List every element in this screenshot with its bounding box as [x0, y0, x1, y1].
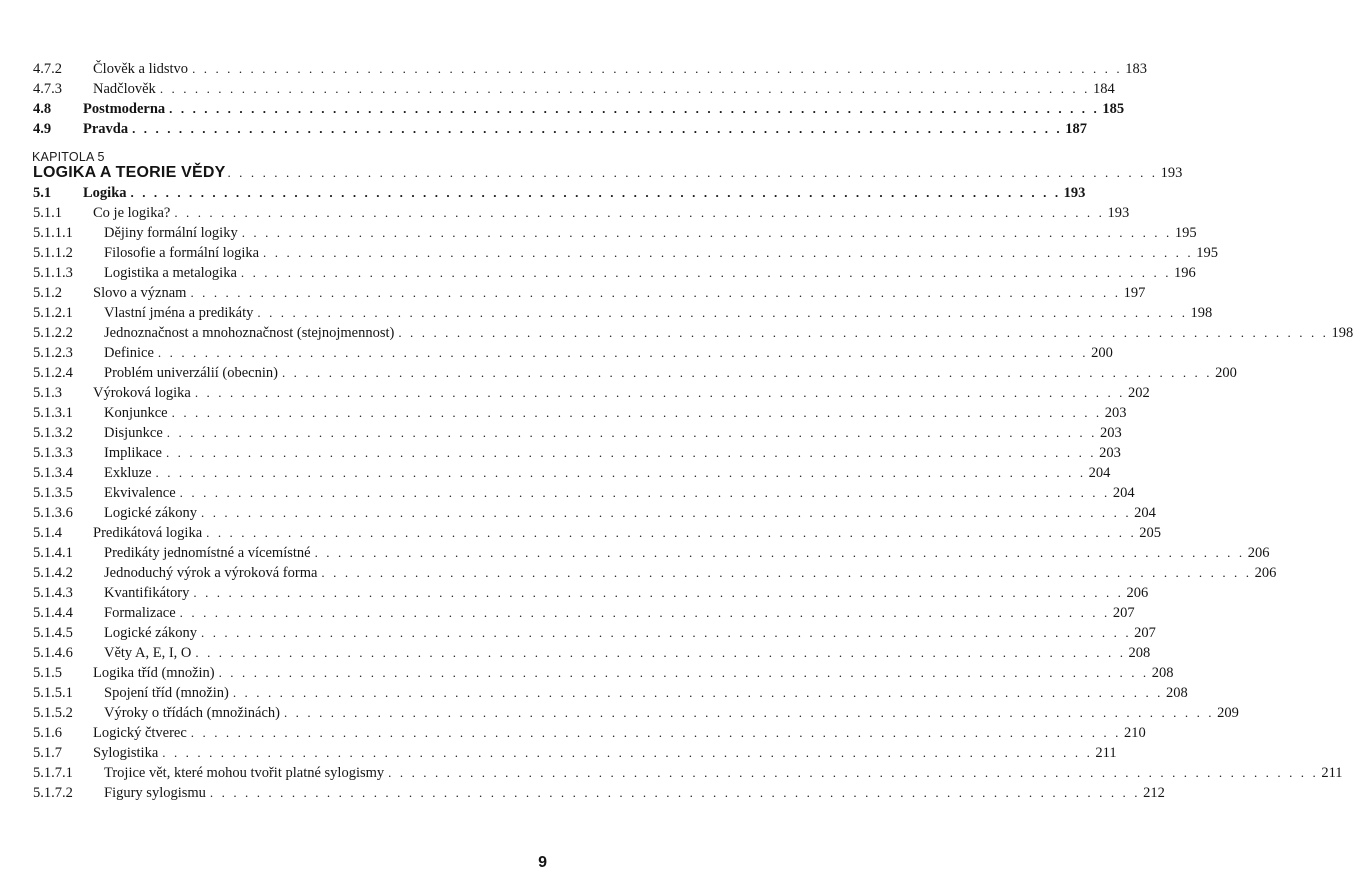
toc-entry-page: 206: [1247, 545, 1270, 561]
toc-entry-number: 5.1.5: [33, 665, 62, 681]
toc-entry: [0, 79, 1115, 99]
dot-leader: . . . . . . . . . . . . . . . . . . . . . . . . . . . . . . . . . . . . . . . . . . . . . . . . . . . . . . . . . . . . . . . . . . . . . . . . . . . . . . . .: [165, 445, 1097, 460]
toc-entry-page: 211: [1095, 745, 1117, 761]
toc-entry-number: 5.1.1.1: [33, 225, 73, 241]
toc-entry-title: Slovo a význam: [93, 285, 187, 301]
dot-leader: . . . . . . . . . . . . . . . . . . . . . . . . . . . . . . . . . . . . . . . . . . . . . . . . . . . . . . . . . . . . . . . . . . . . . . . . . . . . . . . .: [240, 265, 1172, 280]
toc-entry: [0, 783, 1165, 803]
toc-entry-page: 183: [1125, 61, 1147, 77]
toc-entry-page: 197: [1123, 285, 1146, 301]
toc-entry-number: 5.1.4.3: [33, 585, 73, 601]
toc-entry: [0, 483, 1135, 503]
dot-leader: . . . . . . . . . . . . . . . . . . . . . . . . . . . . . . . . . . . . . . . . . . . . . . . . . . . . . . . . . . . . . . . . . . . . . . . . . . . . . . . .: [321, 565, 1252, 580]
toc-entry: [0, 743, 1117, 763]
toc-entry: [0, 423, 1122, 443]
toc-entry-number: 4.8: [33, 101, 52, 117]
toc-entry-title: Jednoznačnost a mnohoznačnost (stejnojmennost): [104, 325, 395, 341]
toc-entry-page: 195: [1196, 245, 1218, 261]
dot-leader: . . . . . . . . . . . . . . . . . . . . . . . . . . . . . . . . . . . . . . . . . . . . . . . . . . . . . . . . . . . . . . . . . . . . . . . . . . . . . . . .: [398, 325, 1329, 340]
toc-entry-page: 198: [1190, 305, 1213, 321]
dot-leader: . . . . . . . . . . . . . . . . . . . . . . . . . . . . . . . . . . . . . . . . . . . . . . . . . . . . . . . . . . . . . . . . . . . . . . . . . . . . . . . .: [157, 345, 1089, 360]
toc-entry-page: 204: [1088, 465, 1111, 481]
toc-entry: [0, 263, 1196, 283]
toc-entry-title: Logika tříd (množin): [93, 665, 215, 681]
dot-leader: . . . . . . . . . . . . . . . . . . . . . . . . . . . . . . . . . . . . . . . . . . . . . . . . . . . . . . . . . . . . . . . . . . . . . . . . . . . . . . . .: [171, 405, 1102, 420]
toc-entry-page: 206: [1254, 565, 1277, 581]
toc-entry-number: 5.1.4: [33, 525, 62, 541]
toc-entry: [0, 283, 1146, 303]
toc-entry: [0, 643, 1151, 663]
toc-entry-title: Dějiny formální logiky: [104, 225, 238, 241]
toc-entry-title: Disjunkce: [104, 425, 163, 441]
toc-entry-number: 5.1.4.4: [33, 605, 73, 621]
toc-entry: [0, 203, 1130, 223]
toc-entry: [0, 623, 1156, 643]
dot-leader: . . . . . . . . . . . . . . . . . . . . . . . . . . . . . . . . . . . . . . . . . . . . . . . . . . . . . . . . . . . . . . . . . . . . . . . . . . . . . . . .: [209, 785, 1141, 800]
dot-leader: . . . . . . . . . . . . . . . . . . . . . . . . . . . . . . . . . . . . . . . . . . . . . . . . . . . . . . . . . . . . . . . . . . . . . . . . . . . . . . . .: [179, 485, 1110, 500]
toc-entry: [0, 59, 1147, 79]
toc-entry-number: 5.1.3.4: [33, 465, 73, 481]
toc-entry: [0, 663, 1174, 683]
dot-leader: . . . . . . . . . . . . . . . . . . . . . . . . . . . . . . . . . . . . . . . . . . . . . . . . . . . . . . . . . . . . . . . . . . . . . . . . . . . . . . . .: [166, 425, 1097, 440]
toc-entry-number: 5.1.3.1: [33, 405, 73, 421]
toc-entry-title: Logické zákony: [104, 505, 198, 521]
toc-entry-number: 5.1.5.1: [33, 685, 73, 701]
dot-leader: . . . . . . . . . . . . . . . . . . . . . . . . . . . . . . . . . . . . . . . . . . . . . . . . . . . . . . . . . . . . . . . . . . . . . . . . . . . . . . . .: [190, 725, 1121, 740]
dot-leader: . . . . . . . . . . . . . . . . . . . . . . . . . . . . . . . . . . . . . . . . . . . . . . . . . . . . . . . . . . . . . . . . . . . . . . . . . . . . . . . .: [159, 81, 1090, 96]
toc-entry-page: 208: [1151, 665, 1174, 681]
toc-entry-page: 211: [1321, 765, 1343, 781]
dot-leader: . . . . . . . . . . . . . . . . . . . . . . . . . . . . . . . . . . . . . . . . . . . . . . . . . . . . . . . . . . . . . . . . . . . . . . . . . . . . . . . .: [130, 185, 1061, 200]
dot-leader: . . . . . . . . . . . . . . . . . . . . . . . . . . . . . . . . . . . . . . . . . . . . . . . . . . . . . . . . . . . . . . . . . . . . . . . . . . . . . . . .: [201, 625, 1132, 640]
toc-entry-title: Logistika a metalogika: [104, 265, 237, 281]
toc-entry-number: 5.1.3: [33, 385, 62, 401]
toc-entry-title: Logické zákony: [104, 625, 198, 641]
toc-entry-page: 207: [1112, 605, 1135, 621]
toc-entry-page: 196: [1174, 265, 1196, 281]
dot-leader: . . . . . . . . . . . . . . . . . . . . . . . . . . . . . . . . . . . . . . . . . . . . . . . . . . . . . . . . . . . . . . . . . . . . . . . . . . . . . . . .: [169, 101, 1100, 116]
toc-entry: [0, 243, 1218, 263]
toc-entry-title: Co je logika?: [93, 205, 171, 221]
toc-entry-number: 5.1.2.2: [33, 325, 73, 341]
toc-entry: [0, 119, 1088, 139]
toc-entry-page: 198: [1331, 325, 1353, 341]
toc-entry-page: 203: [1099, 445, 1121, 461]
toc-entry-page: 205: [1139, 525, 1162, 541]
toc-entry: [0, 163, 1183, 183]
toc-entry-page: 185: [1102, 101, 1125, 117]
toc-entry-number: 5.1.2.4: [33, 365, 73, 381]
dot-leader: . . . . . . . . . . . . . . . . . . . . . . . . . . . . . . . . . . . . . . . . . . . . . . . . . . . . . . . . . . . . . . . . . . . . . . . . . . . . . . . .: [257, 305, 1188, 320]
toc-entry: [0, 463, 1111, 483]
toc-entry-number: 5.1.4.5: [33, 625, 73, 641]
toc-entry-title: Definice: [104, 345, 154, 361]
toc-entry: [0, 603, 1135, 623]
toc-entry: [0, 503, 1156, 523]
chapter-label: KAPITOLA 5: [32, 150, 105, 164]
toc-entry: [0, 563, 1277, 583]
toc-entry: [0, 323, 1353, 343]
toc-entry-number: 5.1.3.2: [33, 425, 73, 441]
toc-entry: [0, 343, 1113, 363]
toc-entry-page: 204: [1112, 485, 1135, 501]
toc-entry-title: Filosofie a formální logika: [104, 245, 260, 261]
toc-entry-title: Vlastní jména a predikáty: [104, 305, 254, 321]
toc-entry-title: Ekvivalence: [104, 485, 176, 501]
dot-leader: . . . . . . . . . . . . . . . . . . . . . . . . . . . . . . . . . . . . . . . . . . . . . . . . . . . . . . . . . . . . . . . . . . . . . . . . . . . . . . . .: [190, 285, 1121, 300]
dot-leader: . . . . . . . . . . . . . . . . . . . . . . . . . . . . . . . . . . . . . . . . . . . . . . . . . . . . . . . . . . . . . . . . . . . . . . . . . . . . . . . .: [227, 165, 1158, 180]
toc-entry-number: 5.1.6: [33, 725, 62, 741]
toc-entry-title: Problém univerzálií (obecnin): [104, 365, 278, 381]
toc-entry-page: 206: [1126, 585, 1149, 601]
toc-entry-number: 4.7.2: [33, 61, 62, 77]
toc-entry-page: 204: [1134, 505, 1156, 521]
dot-leader: . . . . . . . . . . . . . . . . . . . . . . . . . . . . . . . . . . . . . . . . . . . . . . . . . . . . . . . . . . . . . . . . . . . . . . . . . . . . . . . .: [132, 121, 1063, 136]
toc-entry-number: 5.1.3.5: [33, 485, 73, 501]
toc-entry-page: 203: [1099, 425, 1122, 441]
toc-entry-page: 203: [1104, 405, 1127, 421]
toc-entry-title: Figury sylogismu: [104, 785, 206, 801]
chapter-title: LOGIKA A TEORIE VĚDY: [33, 164, 226, 181]
page-number: 9: [538, 854, 547, 871]
toc-entry: [0, 583, 1149, 603]
dot-leader: . . . . . . . . . . . . . . . . . . . . . . . . . . . . . . . . . . . . . . . . . . . . . . . . . . . . . . . . . . . . . . . . . . . . . . . . . . . . . . . .: [162, 745, 1093, 760]
toc-entry-page: 200: [1215, 365, 1237, 381]
toc-entry: [0, 303, 1213, 323]
toc-entry-title: Kvantifikátory: [104, 585, 190, 601]
toc-entry: [0, 443, 1121, 463]
dot-leader: . . . . . . . . . . . . . . . . . . . . . . . . . . . . . . . . . . . . . . . . . . . . . . . . . . . . . . . . . . . . . . . . . . . . . . . . . . . . . . . .: [179, 605, 1110, 620]
toc-entry-page: 209: [1217, 705, 1239, 721]
toc-entry-page: 195: [1174, 225, 1197, 241]
dot-leader: . . . . . . . . . . . . . . . . . . . . . . . . . . . . . . . . . . . . . . . . . . . . . . . . . . . . . . . . . . . . . . . . . . . . . . . . . . . . . . . .: [155, 465, 1086, 480]
toc-entry-number: 5.1: [33, 185, 52, 201]
toc-entry-page: 200: [1091, 345, 1113, 361]
toc-entry-title: Exkluze: [104, 465, 152, 481]
dot-leader: . . . . . . . . . . . . . . . . . . . . . . . . . . . . . . . . . . . . . . . . . . . . . . . . . . . . . . . . . . . . . . . . . . . . . . . . . . . . . . . .: [201, 505, 1132, 520]
toc-entry-page: 212: [1143, 785, 1165, 801]
toc-entry: [0, 363, 1237, 383]
toc-entry-title: Formalizace: [104, 605, 176, 621]
toc-entry-number: 5.1.1.3: [33, 265, 73, 281]
toc-entry: [0, 763, 1343, 783]
dot-leader: . . . . . . . . . . . . . . . . . . . . . . . . . . . . . . . . . . . . . . . . . . . . . . . . . . . . . . . . . . . . . . . . . . . . . . . . . . . . . . . .: [218, 665, 1149, 680]
toc-entry-number: 5.1.7: [33, 745, 62, 761]
toc-entry-title: Predikátová logika: [93, 525, 203, 541]
toc-entry-number: 5.1.1: [33, 205, 62, 221]
toc-entry-title: Postmoderna: [83, 101, 166, 117]
dot-leader: . . . . . . . . . . . . . . . . . . . . . . . . . . . . . . . . . . . . . . . . . . . . . . . . . . . . . . . . . . . . . . . . . . . . . . . . . . . . . . . .: [206, 525, 1137, 540]
toc-entry-page: 193: [1107, 205, 1130, 221]
dot-leader: . . . . . . . . . . . . . . . . . . . . . . . . . . . . . . . . . . . . . . . . . . . . . . . . . . . . . . . . . . . . . . . . . . . . . . . . . . . . . . . .: [193, 585, 1124, 600]
toc-entry-page: 207: [1134, 625, 1156, 641]
dot-leader: . . . . . . . . . . . . . . . . . . . . . . . . . . . . . . . . . . . . . . . . . . . . . . . . . . . . . . . . . . . . . . . . . . . . . . . . . . . . . . . .: [194, 385, 1126, 400]
toc-entry: [0, 523, 1162, 543]
toc-entry-number: 5.1.2.1: [33, 305, 73, 321]
toc-entry-title: Logika: [83, 185, 127, 201]
toc-entry-title: Logický čtverec: [93, 725, 187, 741]
toc-entry: [0, 99, 1125, 119]
dot-leader: . . . . . . . . . . . . . . . . . . . . . . . . . . . . . . . . . . . . . . . . . . . . . . . . . . . . . . . . . . . . . . . . . . . . . . . . . . . . . . . .: [241, 225, 1172, 240]
dot-leader: . . . . . . . . . . . . . . . . . . . . . . . . . . . . . . . . . . . . . . . . . . . . . . . . . . . . . . . . . . . . . . . . . . . . . . . . . . . . . . . .: [283, 705, 1215, 720]
toc-entry-number: 5.1.3.3: [33, 445, 73, 461]
toc-entry-title: Sylogistika: [93, 745, 159, 761]
toc-entry-number: 5.1.3.6: [33, 505, 73, 521]
toc-entry: [0, 183, 1086, 203]
dot-leader: . . . . . . . . . . . . . . . . . . . . . . . . . . . . . . . . . . . . . . . . . . . . . . . . . . . . . . . . . . . . . . . . . . . . . . . . . . . . . . . .: [281, 365, 1213, 380]
dot-leader: . . . . . . . . . . . . . . . . . . . . . . . . . . . . . . . . . . . . . . . . . . . . . . . . . . . . . . . . . . . . . . . . . . . . . . . . . . . . . . . .: [232, 685, 1163, 700]
toc-entry-page: 184: [1092, 81, 1115, 97]
toc-entry-title: Trojice vět, které mohou tvořit platné sylogismy: [104, 765, 385, 781]
dot-leader: . . . . . . . . . . . . . . . . . . . . . . . . . . . . . . . . . . . . . . . . . . . . . . . . . . . . . . . . . . . . . . . . . . . . . . . . . . . . . . . .: [192, 61, 1123, 76]
toc-entry: [0, 403, 1127, 423]
toc-entry-page: 208: [1128, 645, 1151, 661]
toc-entry-page: 193: [1160, 165, 1183, 181]
toc-entry-title: Výroky o třídách (množinách): [104, 705, 280, 721]
toc-entry-title: Implikace: [104, 445, 162, 461]
toc-entry-number: 5.1.5.2: [33, 705, 73, 721]
toc-entry-page: 208: [1166, 685, 1188, 701]
toc-entry-number: 5.1.7.2: [33, 785, 73, 801]
toc-entry-title: Predikáty jednomístné a vícemístné: [104, 545, 311, 561]
toc-entry-title: Jednoduchý výrok a výroková forma: [104, 565, 318, 581]
dot-leader: . . . . . . . . . . . . . . . . . . . . . . . . . . . . . . . . . . . . . . . . . . . . . . . . . . . . . . . . . . . . . . . . . . . . . . . . . . . . . . . .: [314, 545, 1245, 560]
toc-entry-number: 4.7.3: [33, 81, 62, 97]
dot-leader: . . . . . . . . . . . . . . . . . . . . . . . . . . . . . . . . . . . . . . . . . . . . . . . . . . . . . . . . . . . . . . . . . . . . . . . . . . . . . . . .: [195, 645, 1126, 660]
dot-leader: . . . . . . . . . . . . . . . . . . . . . . . . . . . . . . . . . . . . . . . . . . . . . . . . . . . . . . . . . . . . . . . . . . . . . . . . . . . . . . . .: [174, 205, 1105, 220]
toc-entry: [0, 683, 1188, 703]
toc-entry-number: 5.1.7.1: [33, 765, 73, 781]
toc-entry-number: 5.1.1.2: [33, 245, 73, 261]
toc-entry-number: 5.1.4.1: [33, 545, 73, 561]
toc-entry: [0, 723, 1146, 743]
toc-entry: [0, 223, 1197, 243]
toc-entry-number: 5.1.4.6: [33, 645, 73, 661]
toc-entry-number: 4.9: [33, 121, 52, 137]
toc-entry-title: Pravda: [83, 121, 129, 137]
toc-entry: [0, 383, 1150, 403]
toc-entry-number: 5.1.2.3: [33, 345, 73, 361]
toc-entry-title: Věty A, E, I, O: [104, 645, 192, 661]
toc-entry-title: Nadčlověk: [93, 81, 156, 97]
toc-entry-page: 193: [1063, 185, 1086, 201]
toc-entry-title: Spojení tříd (množin): [104, 685, 229, 701]
toc-entry-title: Výroková logika: [93, 385, 191, 401]
toc-entry-page: 210: [1123, 725, 1146, 741]
dot-leader: . . . . . . . . . . . . . . . . . . . . . . . . . . . . . . . . . . . . . . . . . . . . . . . . . . . . . . . . . . . . . . . . . . . . . . . . . . . . . . . .: [388, 765, 1319, 780]
toc-entry-number: 5.1.4.2: [33, 565, 73, 581]
toc-entry-page: 202: [1128, 385, 1150, 401]
toc-entry-title: Člověk a lidstvo: [93, 61, 189, 77]
toc-entry: [0, 703, 1239, 723]
toc-entry: [0, 543, 1270, 563]
toc-entry-page: 187: [1065, 121, 1088, 137]
toc-entry-number: 5.1.2: [33, 285, 62, 301]
dot-leader: . . . . . . . . . . . . . . . . . . . . . . . . . . . . . . . . . . . . . . . . . . . . . . . . . . . . . . . . . . . . . . . . . . . . . . . . . . . . . . . .: [263, 245, 1194, 260]
toc-entry-title: Konjunkce: [104, 405, 168, 421]
